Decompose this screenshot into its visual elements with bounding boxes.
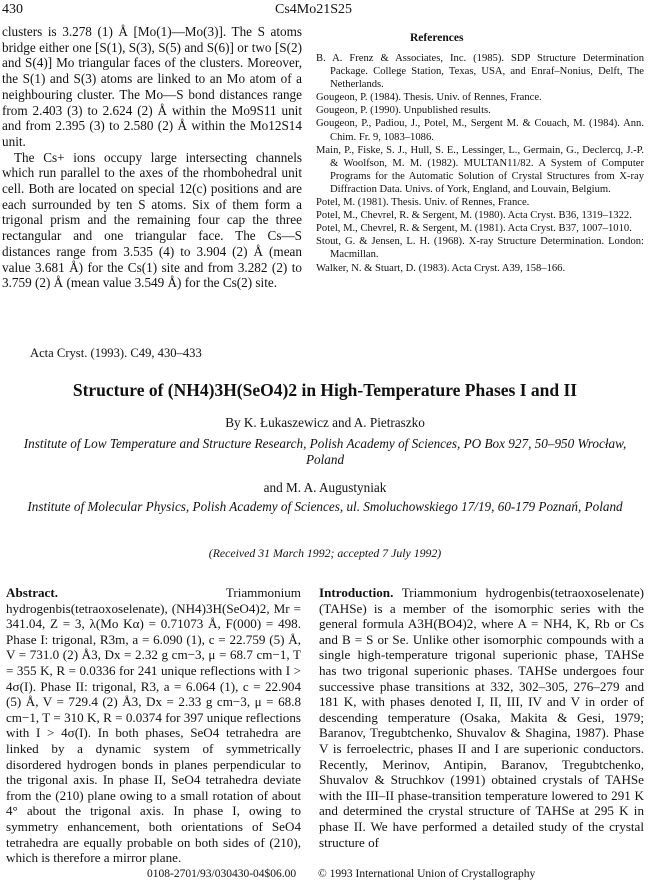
references-list [316, 52, 644, 275]
reference-item: Gougeon, P. (1984). Thesis. Univ. of Rennes, France. [316, 92, 542, 104]
reference-item: Stout, G. & Jensen, L. H. (1968). X-ray Structure Determination. London: Macmillan. [316, 236, 644, 261]
reference-item: Gougeon, P. (1990). Unpublished results. [316, 105, 491, 117]
authors-line-1: By K. Łukaszewicz and A. Pietraszko [225, 415, 425, 430]
paragraph-cs-ions: The Cs+ ions occupy large intersecting channels which run parallel to the axes of the rhombohedral unit cell. Both are located on special 12(c) positions and are each surrounded by ten S atoms. Six of them form a trigonal prism and the remaining four cap the three rectangular and one triangular face. The Cs—S distances range from 3.535 (4) to 3.904 (2) Å (mean value 3.681 Å) for the Cs(1) site and from 3.282 (2) to 3.759 (2) Å (mean value 3.549 Å) for the Cs(2) site. [2, 149, 302, 291]
left-column-text [2, 24, 302, 291]
running-title: Cs4Mo21S25 [275, 2, 353, 17]
references-heading: References [410, 32, 464, 44]
footer-copyright: © 1993 International Union of Crystallography [318, 868, 536, 880]
paragraph-clusters: clusters is 3.278 (1) Å [Mo(1)—Mo(3)]. The S atoms bridge either one [S(1), S(3), S(5) and S(6)] or two [S(2) and S(4)] Mo triangular faces of the clusters. Moreover, the S(1) and S(3) atoms are linked to an Mo atom of a neighbouring cluster. The Mo—S bond distances range from 2.403 (3) to 2.624 (2) Å within the Mo9S11 unit and from 2.395 (3) to 2.580 (2) Å within the Mo12S14 unit. [2, 24, 302, 149]
reference-item: Potel, M. (1981). Thesis. Univ. of Rennes, France. [316, 197, 530, 209]
paper-title: Structure of (NH4)3H(SeO4)2 in High-Temperature Phases I and II [72, 380, 578, 400]
introduction [319, 585, 644, 850]
abstract-text: Triammonium hydrogenbis(tetraoxoselenate), (NH4)3H(SeO4)2, Mr = 341.04, Z = 3, λ(Mo Kα) = 0.71073 Å, F(000) = 498. Phase I: trigonal, R3m, a = 6.090 (1), c = 22.759 (5) Å, V = 731.0 (2) Å3, Dx = 2.32 g cm−3, μ = 68.7 cm−1, T = 355 K, R = 0.0336 for 241 unique reflections with I > 4σ(I). Phase II: trigonal, R3, a = 6.064 (1), c = 22.904 (5) Å, V = 729.4 (2) Å3, Dx = 2.33 g cm−3, μ = 68.8 cm−1, T = 310 K, R = 0.0374 for 397 unique reflections with I > 4σ(I). In both phases, SeO4 tetrahedra are linked by a dynamic system of symmetrically disordered hydrogen bonds in planes perpendicular to the trigonal axis. In phase II, SeO4 tetrahedra deviate from the (210) plane owing to a small rotation of about 4° about the trigonal axis. In phase I, owing to symmetry enhancement, both orientations of SeO4 tetrahedra are equally probable on both sides of (210), which is therefore a mirror plane. [6, 585, 301, 866]
introduction-text: Triammonium hydrogenbis(tetraoxoselenate) (TAHSe) is a member of the isomorphic series with the general formula A3H(BO4)2, where A = NH4, K, Rb or Cs and B = S or Se. Unlike other isomorphic compounds with a single high-temperature trigonal superionic phase, TAHSe has two trigonal superionic phases. TAHSe undergoes four successive phase transitions at 332, 302–305, 276–279 and 181 K, with phases denoted I, II, III, IV and V in order of descending temperature (Osaka, Makita & Gesi, 1979; Baranov, Tregubtchenko, Shuvalov & Shagina, 1987). Phase V is ferroelectric, phases II and I are superionic conductors. Recently, Merinov, Antipin, Baranov, Tregubtchenko, Shuvalov & Struchkov (1991) obtained crystals of TAHSe with the III–II phase-transition temperature lowered to 291 K and determined the crystal structure of TAHSe at 295 K in phase II. We have performed a detailed study of the crystal structure of [319, 585, 644, 850]
authors-line-2: and M. A. Augustyniak [263, 480, 387, 495]
affiliation-2: Institute of Molecular Physics, Polish Academy of Sciences, ul. Smoluchowskiego 17/19, 60-179 Poznań, Poland [27, 499, 623, 514]
abstract-label: Abstract. [6, 585, 58, 600]
received-dates: (Received 31 March 1992; accepted 7 July 1992) [208, 546, 442, 560]
reference-item: Gougeon, P., Padiou, J., Potel, M., Sergent M. & Couach, M. (1984). Ann. Chim. Fr. 9, 1083–1086. [316, 118, 644, 143]
reference-item: B. A. Frenz & Associates, Inc. (1985). SDP Structure Determination Package. College Station, Texas, USA, and Enraf–Nonius, Delft, The Netherlands. [316, 53, 644, 91]
introduction-label: Introduction. [319, 585, 394, 600]
journal-citation: Acta Cryst. (1993). C49, 430–433 [30, 346, 202, 360]
page-number: 430 [2, 2, 23, 17]
footer-code: 0108-2701/93/030430-04$06.00 [147, 868, 297, 880]
affiliation-1: Institute of Low Temperature and Structure Research, Polish Academy of Sciences, PO Box 927, 50–950 Wrocław, Poland [23, 436, 627, 467]
reference-item: Walker, N. & Stuart, D. (1983). Acta Cryst. A39, 158–166. [316, 262, 566, 274]
abstract [6, 585, 301, 866]
reference-item: Main, P., Fiske, S. J., Hull, S. E., Lessinger, L., Germain, G., Declercq, J.-P. & Woolfson, M. M. (1982). MULTAN11/82. A System of Computer Programs for the Automatic Solution of Crystal Structures from X-ray Diffraction Data. Univs. of York, England, and Louvain, Belgium. [316, 144, 644, 195]
reference-item: Potel, M., Chevrel, R. & Sergent, M. (1980). Acta Cryst. B36, 1319–1322. [316, 210, 632, 222]
reference-item: Potel, M., Chevrel, R. & Sergent, M. (1981). Acta Cryst. B37, 1007–1010. [316, 223, 632, 235]
